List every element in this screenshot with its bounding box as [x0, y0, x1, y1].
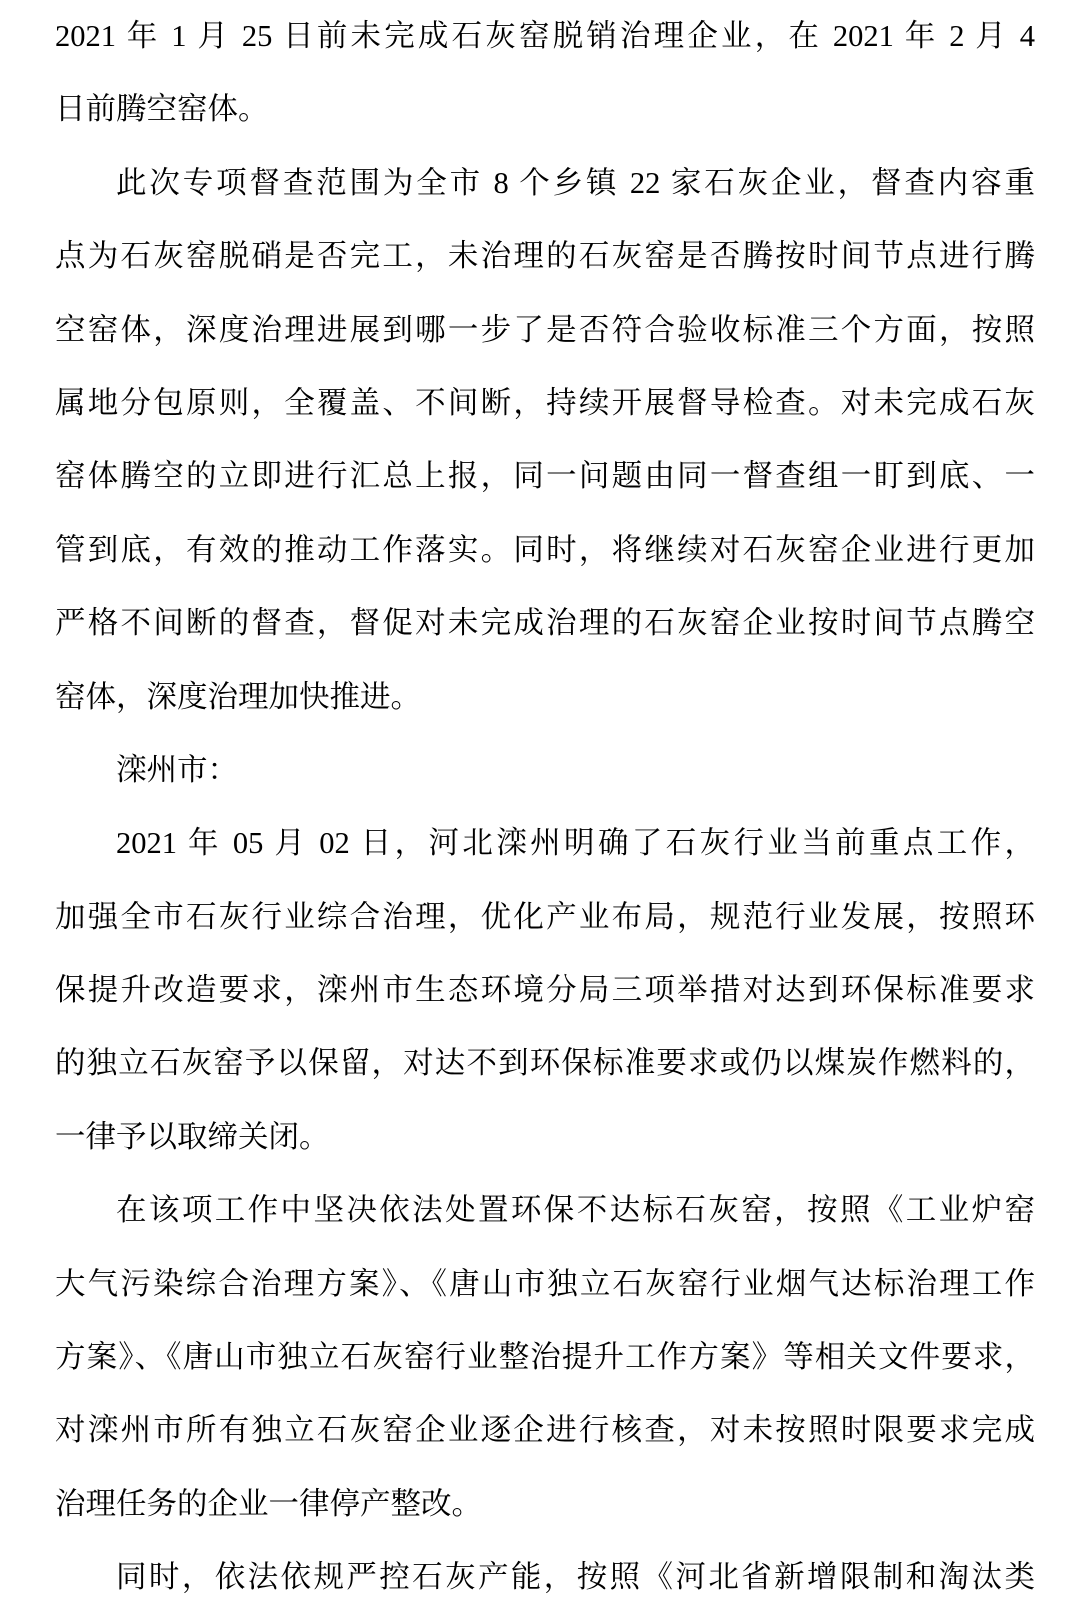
text-line-8: 管到底，有效的推动工作落实。同时，将继续对石灰窑企业进行更加 [55, 532, 1035, 567]
text-line-7: 窑体腾空的立即进行汇总上报，同一问题由同一督查组一盯到底、一 [55, 459, 1035, 494]
text-line-14: 保提升改造要求，滦州市生态环境分局三项举措对达到环保标准要求 [55, 973, 1035, 1008]
text-line-1: 2021 年 1 月 25 日前未完成石灰窑脱销治理企业，在 2021 年 2 月 4 [55, 19, 1035, 53]
text-line-3: 此次专项督查范围为全市 8 个乡镇 22 家石灰企业，督查内容重 [116, 165, 1035, 200]
text-line-11: 滦州市： [116, 752, 238, 787]
text-line-21: 治理任务的企业一律停产整改。 [55, 1486, 482, 1521]
text-line-6: 属地分包原则，全覆盖、不间断，持续开展督导检查。对未完成石灰 [55, 385, 1035, 420]
text-line-18: 大气污染综合治理方案》、《唐山市独立石灰窑行业烟气达标治理工作 [55, 1266, 1035, 1301]
text-block [55, 0, 1035, 1615]
text-line-5: 空窑体，深度治理进展到哪一步了是否符合验收标准三个方面，按照 [55, 312, 1035, 347]
text-line-16: 一律予以取缔关闭。 [55, 1119, 330, 1154]
text-line-2: 日前腾空窑体。 [55, 92, 269, 127]
text-line-19: 方案》、《唐山市独立石灰窑行业整治提升工作方案》等相关文件要求， [55, 1340, 1035, 1375]
text-line-17: 在该项工作中坚决依法处置环保不达标石灰窑，按照《工业炉窑 [116, 1193, 1035, 1228]
text-line-15: 的独立石灰窑予以保留，对达不到环保标准要求或仍以煤炭作燃料的， [55, 1046, 1035, 1081]
text-line-12: 2021 年 05 月 02 日，河北滦州明确了石灰行业当前重点工作， [116, 826, 1035, 861]
text-line-13: 加强全市石灰行业综合治理，优化产业布局，规范行业发展，按照环 [55, 899, 1035, 934]
text-line-22: 同时，依法依规严控石灰产能，按照《河北省新增限制和淘汰类 [116, 1560, 1035, 1595]
text-line-9: 严格不间断的督查，督促对未完成治理的石灰窑企业按时间节点腾空 [55, 606, 1035, 641]
text-line-20: 对滦州市所有独立石灰窑企业逐企进行核查，对未按照时限要求完成 [55, 1413, 1035, 1448]
text-line-4: 点为石灰窑脱硝是否完工，未治理的石灰窑是否腾按时间节点进行腾 [55, 239, 1035, 274]
text-line-10: 窑体，深度治理加快推进。 [55, 679, 421, 714]
